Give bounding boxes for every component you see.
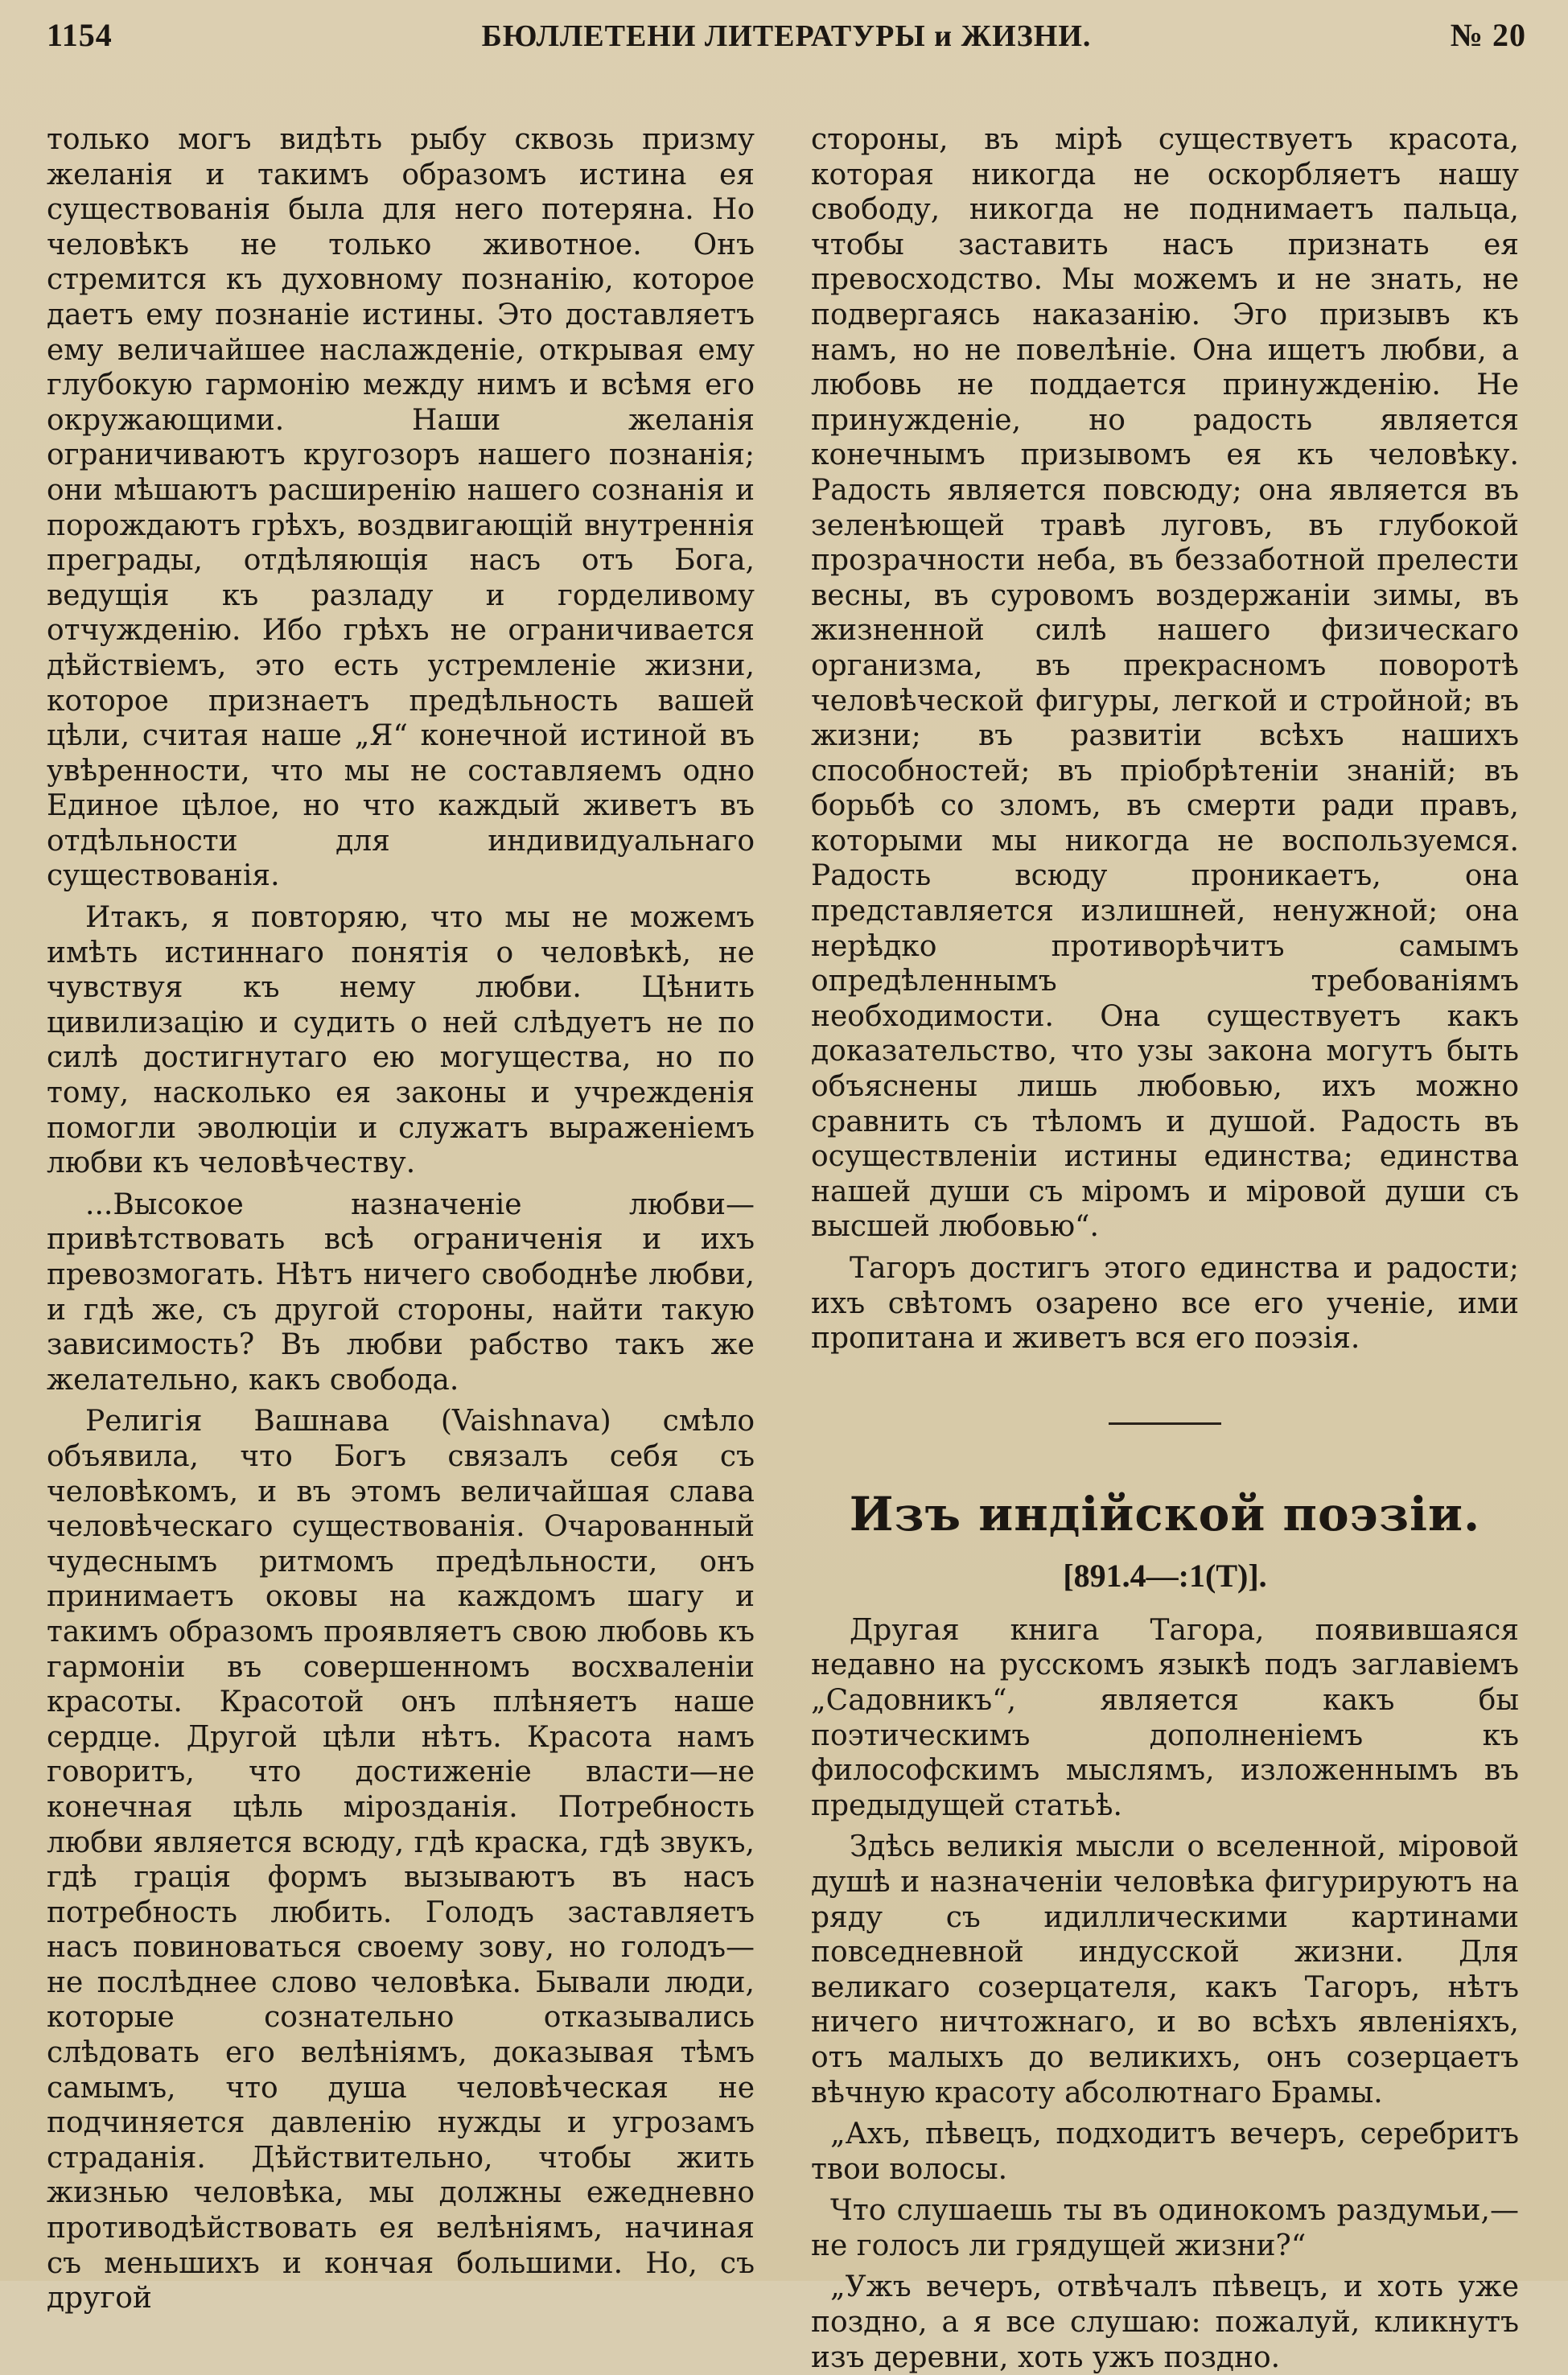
paragraph: ...Высокое назначеніе любви—привѣтствовать всѣ ограниченія и ихъ превозмогать. Нѣтъ ничего свободнѣе любви, и гдѣ же, съ другой стороны, найти такую зависимость? Въ любви рабство такъ же желательно, какъ свобода. [47, 1188, 755, 1397]
verse-line: Что слушаешь ты въ одинокомъ раздумьи,— не голосъ ли грядущей жизни?“ [811, 2194, 1519, 2262]
left-column [47, 122, 755, 2375]
paragraph: Тагоръ достигъ этого единства и радости; ихъ свѣтомъ озарено все его ученіе, ими пропитана и живетъ вся его поэзія. [811, 1252, 1519, 1356]
paragraph: Итакъ, я повторяю, что мы не можемъ имѣть истиннаго понятія о человѣкѣ, не чувствуя къ нему любви. Цѣнить цивилизацію и судить о ней слѣдуетъ не по силѣ достигнутаго ею могущества, но по тому, насколько ея законы и учрежденія помогли эволюціи и служатъ выраженіемъ любви къ человѣчеству. [47, 901, 755, 1180]
paragraph: только могъ видѣть рыбу сквозь призму желанія и такимъ образомъ истина ея существованія была для него потеряна. Но человѣкъ не только животное. Онъ стремится къ духовному познанію, которое даетъ ему познаніе истины. Это доставляетъ ему величайшее наслажденіе, открывая ему глубокую гармонію между нимъ и всѣмя его окружающими. Наши желанія ограничиваютъ кругозоръ нашего познанія; они мѣшаютъ расширенію нашего сознанія и порождаютъ грѣхъ, воздвигающій внутреннія преграды, отдѣляющія насъ отъ Бога, ведущія къ разладу и горделивому отчужденію. Ибо грѣхъ не ограничивается дѣйствіемъ, это есть устремленіе жизни, которое признаетъ предѣльность вашей цѣли, считая наше „Я“ конечной истиной въ увѣренности, что мы не составляемъ одно Единое цѣлое, но что каждый живетъ въ отдѣльности для индивидуальнаго существованія. [47, 123, 755, 893]
page-number: 1154 [47, 17, 113, 53]
section-title: Изъ индійской поэзіи. [849, 1486, 1481, 1541]
paragraph-gap [811, 1245, 1519, 1251]
paragraph-gap [47, 1397, 755, 1404]
verse-line: „Ужъ вечеръ, отвѣчалъ пѣвецъ, и хоть уже поздно, а я все слушаю: пожалуй, кликнутъ изъ деревни, хоть ужъ поздно. [811, 2270, 1519, 2374]
paragraph: Здѣсь великія мысли о вселенной, міровой душѣ и назначеніи человѣка фигурируютъ на ряду съ идиллическими картинами повседневной индусской жизни. Для великаго созерцателя, какъ Тагоръ, нѣтъ ничего ничтожнаго, и во всѣхъ явленіяхъ, отъ малыхъ до великихъ, онъ созерцаетъ вѣчную красоту абсолютнаго Брамы. [811, 1830, 1519, 2110]
classification-code: [891.4—:1(Т)]. [1063, 1557, 1267, 1594]
verse-line: „Ахъ, пѣвецъ, подходитъ вечеръ, серебритъ твои волосы. [811, 2118, 1519, 2186]
paragraph: Другая книга Тагора, появившаяся недавно на русскомъ языкѣ подъ заглавіемъ „Садовникъ“, является какъ бы поэтическимъ дополненіемъ къ философскимъ мыслямъ, изложеннымъ въ предыдущей статьѣ. [811, 1613, 1519, 1822]
paragraph-gap [811, 2263, 1519, 2270]
journal-title: БЮЛЛЕТЕНИ ЛИТЕРАТУРЫ и ЖИЗНИ. [481, 19, 1092, 53]
paragraph-gap [811, 1823, 1519, 1830]
section-divider [1109, 1422, 1221, 1425]
paragraph: стороны, въ мірѣ существуетъ красота, которая никогда не оскорбляетъ нашу свободу, никогда не поднимаетъ пальца, чтобы заставить насъ признать ея превосходство. Мы можемъ и не знать, не подвергаясь наказанію. Эго призывъ къ намъ, но не повелѣніе. Она ищетъ любви, а любовь не поддается принужденію. Не принужденіе, но радость является конечнымъ призывомъ ея къ человѣку. Радость является повсюду; она является въ зеленѣющей травѣ луговъ, въ глубокой прозрачности неба, въ беззаботной прелести весны, въ суровомъ воздержаніи зимы, въ жизненной силѣ нашего физическаго организма, въ прекрасномъ поворотѣ человѣческой фигуры, легкой и стройной; въ жизни; въ развитіи всѣхъ нашихъ способностей; въ пріобрѣтеніи знаній; въ борьбѣ со зломъ, въ смерти ради правъ, которыми мы никогда не воспользуемся. Радость всюду проникаетъ, она представляется излишней, ненужной; она нерѣдко противорѣчитъ самымъ опредѣленнымъ требованіямъ необходимости. Она существуетъ какъ доказательство, что узы закона могутъ быть объяснены лишь любовью, ихъ можно сравнить съ тѣломъ и душой. Радость въ осуществленіи истины единства; единства нашей души съ міромъ и міровой души съ высшей любовью“. [811, 123, 1519, 1244]
right-column [811, 122, 1519, 2375]
paragraph-gap [47, 894, 755, 900]
paragraph: Религія Вашнава (Vaishnava) смѣло объявила, что Богъ связалъ себя съ человѣкомъ, и въ этомъ величайшая слава человѣческаго существованія. Очарованный чудеснымъ ритмомъ предѣльности, онъ принимаетъ оковы на каждомъ шагу и такимъ образомъ проявляетъ свою любовь къ гармоніи въ совершенномъ восхваленіи красоты. Красотой онъ плѣняетъ наше сердце. Другой цѣли нѣтъ. Красота намъ говоритъ, что достиженіе власти—не конечная цѣль мірозданія. Потребность любви является всюду, гдѣ краска, гдѣ звукъ, гдѣ грація формъ вызываютъ въ насъ потребность любить. Голодъ заставляетъ насъ повиноваться своему зову, но голодъ—не послѣднее слово человѣка. Бывали люди, которые сознательно отказывались слѣдовать его велѣніямъ, доказывая тѣмъ самымъ, что душа человѣческая не подчиняется давленію нужды и угрозамъ страданія. Дѣйствительно, чтобы жить жизнью человѣка, мы должны ежедневно противодѣйствовать ея велѣніямъ, начиная съ меньшихъ и кончая большими. Но, съ другой [47, 1405, 755, 2315]
issue-number: № 20 [1450, 17, 1526, 53]
running-head [47, 16, 1526, 90]
paragraph-gap [811, 2110, 1519, 2117]
paragraph-gap [47, 1181, 755, 1188]
paragraph-gap [811, 2187, 1519, 2193]
text-columns [47, 122, 1526, 2375]
